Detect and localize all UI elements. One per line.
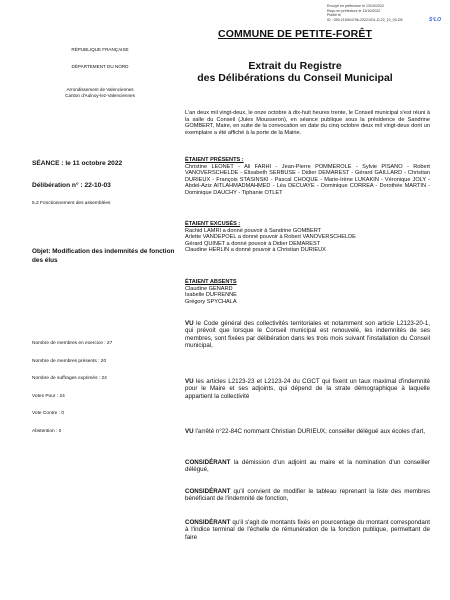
vu-paragraph [185, 428, 430, 435]
stamp-logo: S²LO [429, 17, 441, 23]
republic-label: RÉPUBLIQUE FRANÇAISE [71, 47, 129, 52]
vu-paragraph [185, 320, 430, 349]
transmission-stamp [327, 4, 447, 22]
count-pour: Votes Pour : 24 [32, 393, 65, 399]
considerant-text: qu'il convient de modifier le tableau reprenant la liste des membres bénéficiant de l'indemnité de fonction, [185, 488, 430, 503]
arrondissement-block [55, 87, 145, 98]
intro-paragraph: L'an deux mil vingt-deux, le onze octobre à dix-huit heures trente, le Conseil municipal s'est réuni à la salle du Conseil (Jules Mousseron), en séance publique sous la présidence de Sandrine GOMBERT, Maire, en suite de la convocation en date du cinq octobre deux mil vingt-deux dont un exemplaire a été affiché à la porte de la Mairie. [185, 110, 430, 136]
absent-line: Isabelle DUFRENNE [185, 292, 237, 299]
stamp-line: ID : 059-215904796-20221011-D-22_10_03-DE [327, 17, 403, 22]
considerant-lead: CONSIDÉRANT [185, 519, 231, 526]
absent-line: Claudine GENARD [185, 285, 233, 292]
vu-text: les articles L2123-23 et L2123-24 du CGCT qui fixent un taux maximal d'indemnité pour le Maire et ses adjoints, qui dépend de la strate démographique à laquelle appartient la collectivité [185, 378, 430, 400]
absents-heading: ÉTAIENT ABSENTS [185, 279, 237, 285]
presents-section [185, 157, 430, 197]
department-label: DÉPARTEMENT DU NORD [71, 64, 129, 69]
deliberation-category: 5.2 Fonctionnement des assemblées [32, 201, 111, 206]
stamp-line: Publié le [327, 13, 341, 18]
objet-title: Objet: Modification des indemnités de fonction des élus [32, 248, 175, 264]
extrait-title [160, 60, 430, 84]
absent-line: Grégory SPYCHALA [185, 298, 237, 305]
excuses-heading: ÉTAIENT EXCUSÉS : [185, 221, 241, 227]
considerant-text: qu'il s'agit de montants fixés en pourcentage du montant correspondant à l'indice terminal de l'échelle de rémunération de la fonction publique, permettant de faire [185, 519, 430, 541]
considerant-lead: CONSIDÉRANT [185, 488, 231, 495]
count-present: Nombre de membres présents : 20 [32, 358, 107, 364]
seance-date: SÉANCE : le 11 octobre 2022 [32, 160, 123, 167]
arrondissement-label: Arrondissement de Valenciennes [66, 87, 134, 92]
extrait-title-line1: Extrait du Registre [248, 60, 342, 72]
vu-text: l'arrêté n°22-84C nommant Christian DURIEUX, conseiller délégué aux écoles d'art, [193, 428, 426, 435]
excuse-line: Arlette VANDEPOEL a donné pouvoir à Robert VANOVERSCHELDE [185, 234, 356, 241]
presents-list: Christine LEONET - Ali FARHI - Jean-Pierre POMMEROLE - Sylvie PISANO - Robert VANOVERSCHELDE - Élisabeth SERBUSE - Didier DEMAREST - Gérard GAILLARD - Christian DURIEUX - François STASINSKI - Pascal CHOQUE - Marie-Irène LUKAKIN - Véronique JOLY - Abdel-Aziz AITLAHMADMAHMED - Léa DECUAYE - Dominique CORREA - Dorothée MARTIN - Dominique DAUCHY - Tiphanie OTLET [185, 163, 430, 196]
vote-counts [32, 341, 182, 447]
vu-lead: VU [185, 378, 194, 385]
considerant-lead: CONSIDÉRANT [185, 459, 231, 466]
count-members: Nombre de membres en exercice : 27 [32, 341, 113, 346]
vu-text: le Code général des collectivités territoriales et notamment son article L2123-20-1, qui prévoit que lorsque le Conseil municipal est renouvelé, les indemnités de ses membres, sont fixées par délibération dans les trois mois suivant l'installation du Conseil municipal, [185, 320, 430, 349]
canton-label: Canton d'Aulnoy-lez-Valenciennes [65, 92, 135, 98]
count-contre: Vote Contre : 0 [32, 411, 64, 417]
deliberation-number: Délibération n° : 22-10-03 [32, 182, 111, 189]
considerant-paragraph [185, 459, 430, 474]
excuse-line: Rachid LAMRI a donné pouvoir à Sandrine GOMBERT [185, 227, 322, 234]
count-suffrages: Nombre de suffrages exprimés : 24 [32, 376, 107, 382]
vu-lead: VU [185, 320, 194, 327]
stamp-line: Reçu en préfecture le 13/10/2022 [327, 8, 381, 13]
stamp-line: Envoyé en préfecture le 13/10/2022 [327, 4, 384, 8]
considerant-paragraph [185, 519, 430, 541]
excuse-line: Claudine HERLIN a donné pouvoir à Christian DURIEUX [185, 247, 326, 254]
vu-paragraph [185, 378, 430, 400]
commune-title: COMMUNE DE PETITE-FORÊT [218, 28, 372, 40]
count-abstention: Abstention : 0 [32, 428, 62, 434]
absents-section [185, 279, 430, 305]
excuses-section [185, 221, 430, 254]
extrait-title-line2: des Délibérations du Conseil Municipal [197, 72, 393, 84]
considerant-paragraph [185, 488, 430, 503]
vu-lead: VU [185, 428, 194, 435]
excuse-line: Gérard QUINET a donné pouvoir à Didier DEMAREST [185, 240, 321, 247]
presents-heading: ÉTAIENT PRÉSENTS : [185, 157, 244, 163]
considerant-text: la démission d'un adjoint au maire et la nomination d'un conseiller délégué, [185, 459, 430, 474]
